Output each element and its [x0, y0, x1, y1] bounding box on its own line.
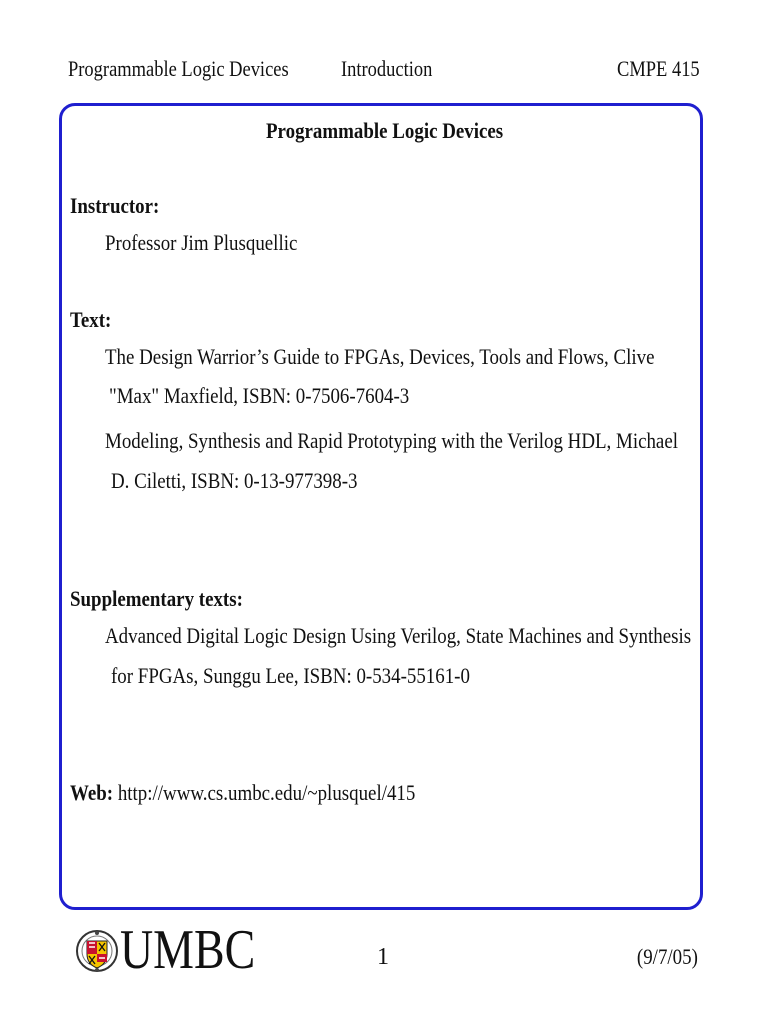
page-header — [68, 56, 700, 86]
text-item-2-line-2: D. Ciletti, ISBN: 0-13-977398-3 — [111, 468, 358, 493]
page-number: 1 — [377, 944, 389, 970]
supplementary-line-1: Advanced Digital Logic Design Using Verilog, State Machines and Synthesis — [105, 623, 692, 648]
header-course-topic: Programmable Logic Devices — [68, 56, 289, 81]
web-line — [70, 780, 415, 806]
slide-date: (9/7/05) — [637, 944, 698, 969]
supplementary-line-2: for FPGAs, Sunggu Lee, ISBN: 0-534-55161-0 — [111, 663, 470, 688]
umbc-wordmark: UMBC — [120, 919, 256, 981]
supplementary-label: Supplementary texts: — [70, 586, 243, 611]
web-url-link[interactable]: http://www.cs.umbc.edu/~plusquel/415 — [117, 780, 416, 805]
instructor-label: Instructor: — [70, 193, 160, 218]
header-course-code: CMPE 415 — [617, 56, 700, 81]
text-item-1-line-1: The Design Warrior’s Guide to FPGAs, Devices, Tools and Flows, Clive — [105, 344, 655, 369]
text-item-2-line-1: Modeling, Synthesis and Rapid Prototyping with the Verilog HDL, Michael — [105, 428, 678, 453]
umbc-seal-icon — [75, 921, 119, 981]
text-item-1-line-2: "Max" Maxfield, ISBN: 0-7506-7604-3 — [109, 383, 410, 408]
instructor-name: Professor Jim Plusquellic — [105, 230, 298, 255]
text-label: Text: — [70, 307, 112, 332]
web-label: Web: — [70, 780, 114, 805]
slide-title: Programmable Logic Devices — [266, 118, 504, 143]
header-section: Introduction — [341, 56, 433, 81]
